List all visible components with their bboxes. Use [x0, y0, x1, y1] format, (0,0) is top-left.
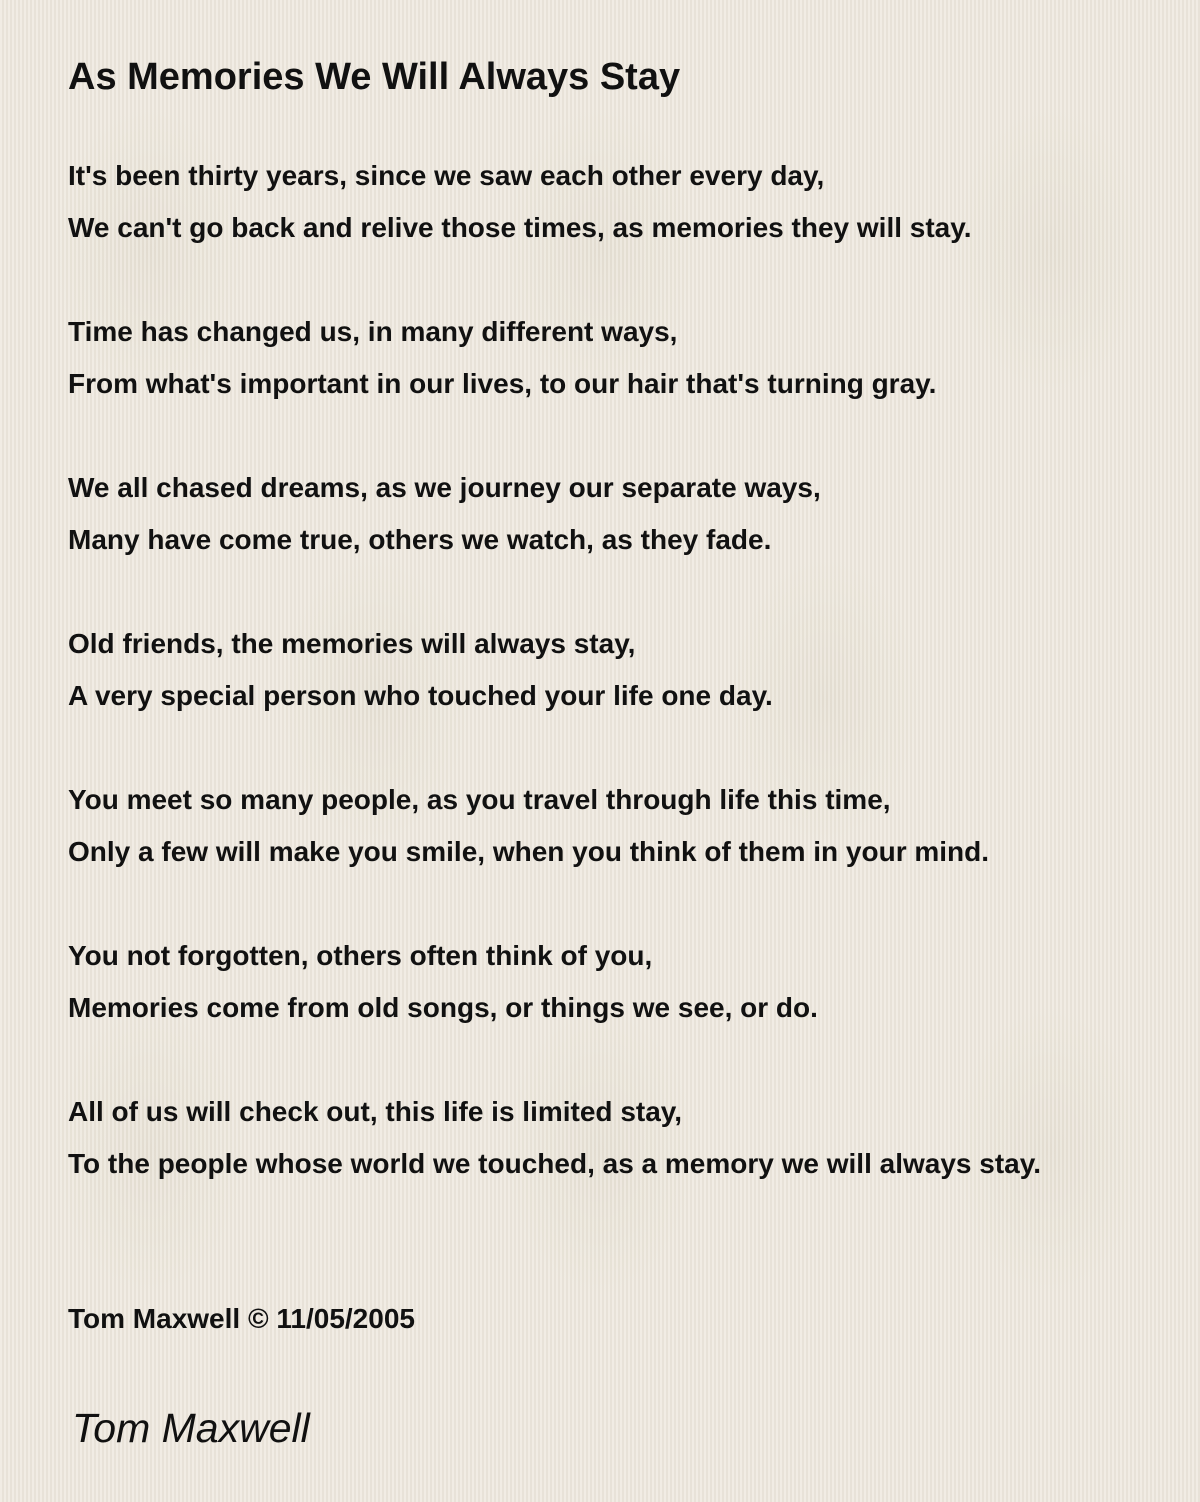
poem-line: Time has changed us, in many different ways, — [68, 316, 678, 347]
poem-title: As Memories We Will Always Stay — [68, 56, 681, 98]
poem-line: Many have come true, others we watch, as they fade. — [68, 524, 772, 555]
poem-body — [68, 150, 1041, 1242]
poem-line: Memories come from old songs, or things we see, or do. — [68, 992, 818, 1023]
stanza — [68, 618, 1041, 722]
stanza — [68, 306, 1041, 410]
poem-line: To the people whose world we touched, as a memory we will always stay. — [68, 1148, 1042, 1179]
poem-line: Only a few will make you smile, when you think of them in your mind. — [68, 836, 990, 867]
stanza — [68, 462, 1041, 566]
poem-line: It's been thirty years, since we saw each other every day, — [68, 160, 825, 191]
poem-line: A very special person who touched your life one day. — [68, 680, 773, 711]
poem-line: From what's important in our lives, to our hair that's turning gray. — [68, 368, 937, 399]
poem-line: We can't go back and relive those times, as memories they will stay. — [68, 212, 972, 243]
poem-line: We all chased dreams, as we journey our separate ways, — [68, 472, 821, 503]
author-copyright-line: Tom Maxwell © 11/05/2005 — [68, 1303, 415, 1334]
poem-line: Old friends, the memories will always stay, — [68, 628, 636, 659]
poem-line: All of us will check out, this life is limited stay, — [68, 1096, 683, 1127]
poem-page — [68, 0, 1200, 1502]
stanza — [68, 1086, 1041, 1190]
author-signature: Tom Maxwell — [72, 1405, 310, 1451]
stanza — [68, 150, 1041, 254]
poem-line: You not forgotten, others often think of you, — [68, 940, 653, 971]
stanza — [68, 774, 1041, 878]
stanza — [68, 930, 1041, 1034]
poem-line: You meet so many people, as you travel through life this time, — [68, 784, 891, 815]
